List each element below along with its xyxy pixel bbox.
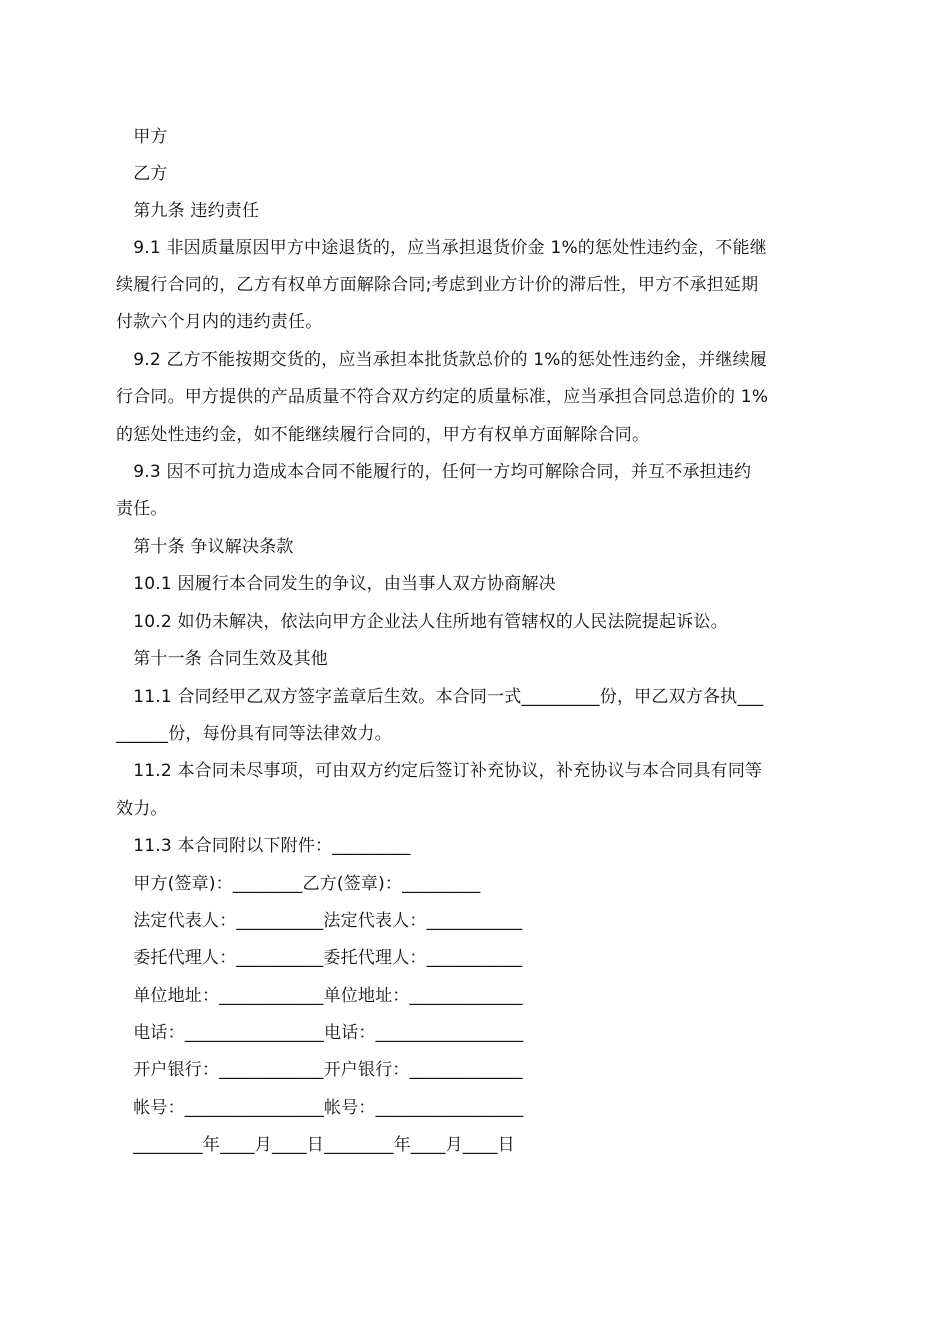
clause-9-1-line-1: 9.1 非因质量原因甲方中途退货的，应当承担退货价金 1%的惩处性违约金，不能继 (116, 238, 768, 258)
clause-11-1-line-1: 11.1 合同经甲乙双方签字盖章后生效。本合同一式_________份，甲乙双方各执___ (116, 687, 764, 707)
phone-row: 电话：________________电话：_________________ (116, 1023, 524, 1043)
date-row: ________年____月____日________年____月____日 (116, 1135, 515, 1155)
authorized-agent-row: 委托代理人：__________委托代理人：___________ (116, 948, 523, 968)
clause-9-2-line-3: 的惩处性违约金，如不能继续履行合同的，甲方有权单方面解除合同。 (116, 425, 650, 445)
clause-11-3: 11.3 本合同附以下附件：_________ (116, 836, 411, 856)
clause-10-1: 10.1 因履行本合同发生的争议，由当事人双方协商解决 (116, 574, 556, 594)
legal-representative-row: 法定代表人：__________法定代表人：___________ (116, 911, 523, 931)
account-row: 帐号：________________帐号：_________________ (116, 1098, 524, 1118)
clause-9-2-line-2: 行合同。甲方提供的产品质量不符合双方约定的质量标准，应当承担合同总造价的 1% (116, 387, 769, 407)
clause-9-2-line-1: 9.2 乙方不能按期交货的，应当承担本批货款总价的 1%的惩处性违约金，并继续履 (116, 350, 768, 370)
address-row: 单位地址：____________单位地址：_____________ (116, 986, 523, 1006)
article-11-heading: 第十一条 合同生效及其他 (116, 649, 329, 669)
clause-10-2: 10.2 如仍未解决，依法向甲方企业法人住所地有管辖权的人民法院提起诉讼。 (116, 612, 728, 632)
clause-11-1-line-2: ______份，每份具有同等法律效力。 (116, 724, 392, 744)
clause-9-1-line-2: 续履行合同的，乙方有权单方面解除合同;考虑到业方计价的滞后性，甲方不承担延期 (116, 275, 759, 295)
clause-9-3-line-2: 责任。 (116, 499, 168, 519)
article-9-heading: 第九条 违约责任 (116, 201, 260, 221)
bank-row: 开户银行：____________开户银行：_____________ (116, 1060, 523, 1080)
party-a-label: 甲方 (116, 127, 168, 147)
signature-row: 甲方(签章)：________乙方(签章)：_________ (116, 874, 481, 894)
clause-11-2-line-1: 11.2 本合同未尽事项，可由双方约定后签订补充协议，补充协议与本合同具有同等 (116, 761, 763, 781)
article-10-heading: 第十条 争议解决条款 (116, 537, 294, 557)
clause-9-1-line-3: 付款六个月内的违约责任。 (116, 312, 323, 332)
party-b-label: 乙方 (116, 164, 168, 184)
clause-11-2-line-2: 效力。 (116, 799, 168, 819)
clause-9-3-line-1: 9.3 因不可抗力造成本合同不能履行的，任何一方均可解除合同，并互不承担违约 (116, 462, 752, 482)
